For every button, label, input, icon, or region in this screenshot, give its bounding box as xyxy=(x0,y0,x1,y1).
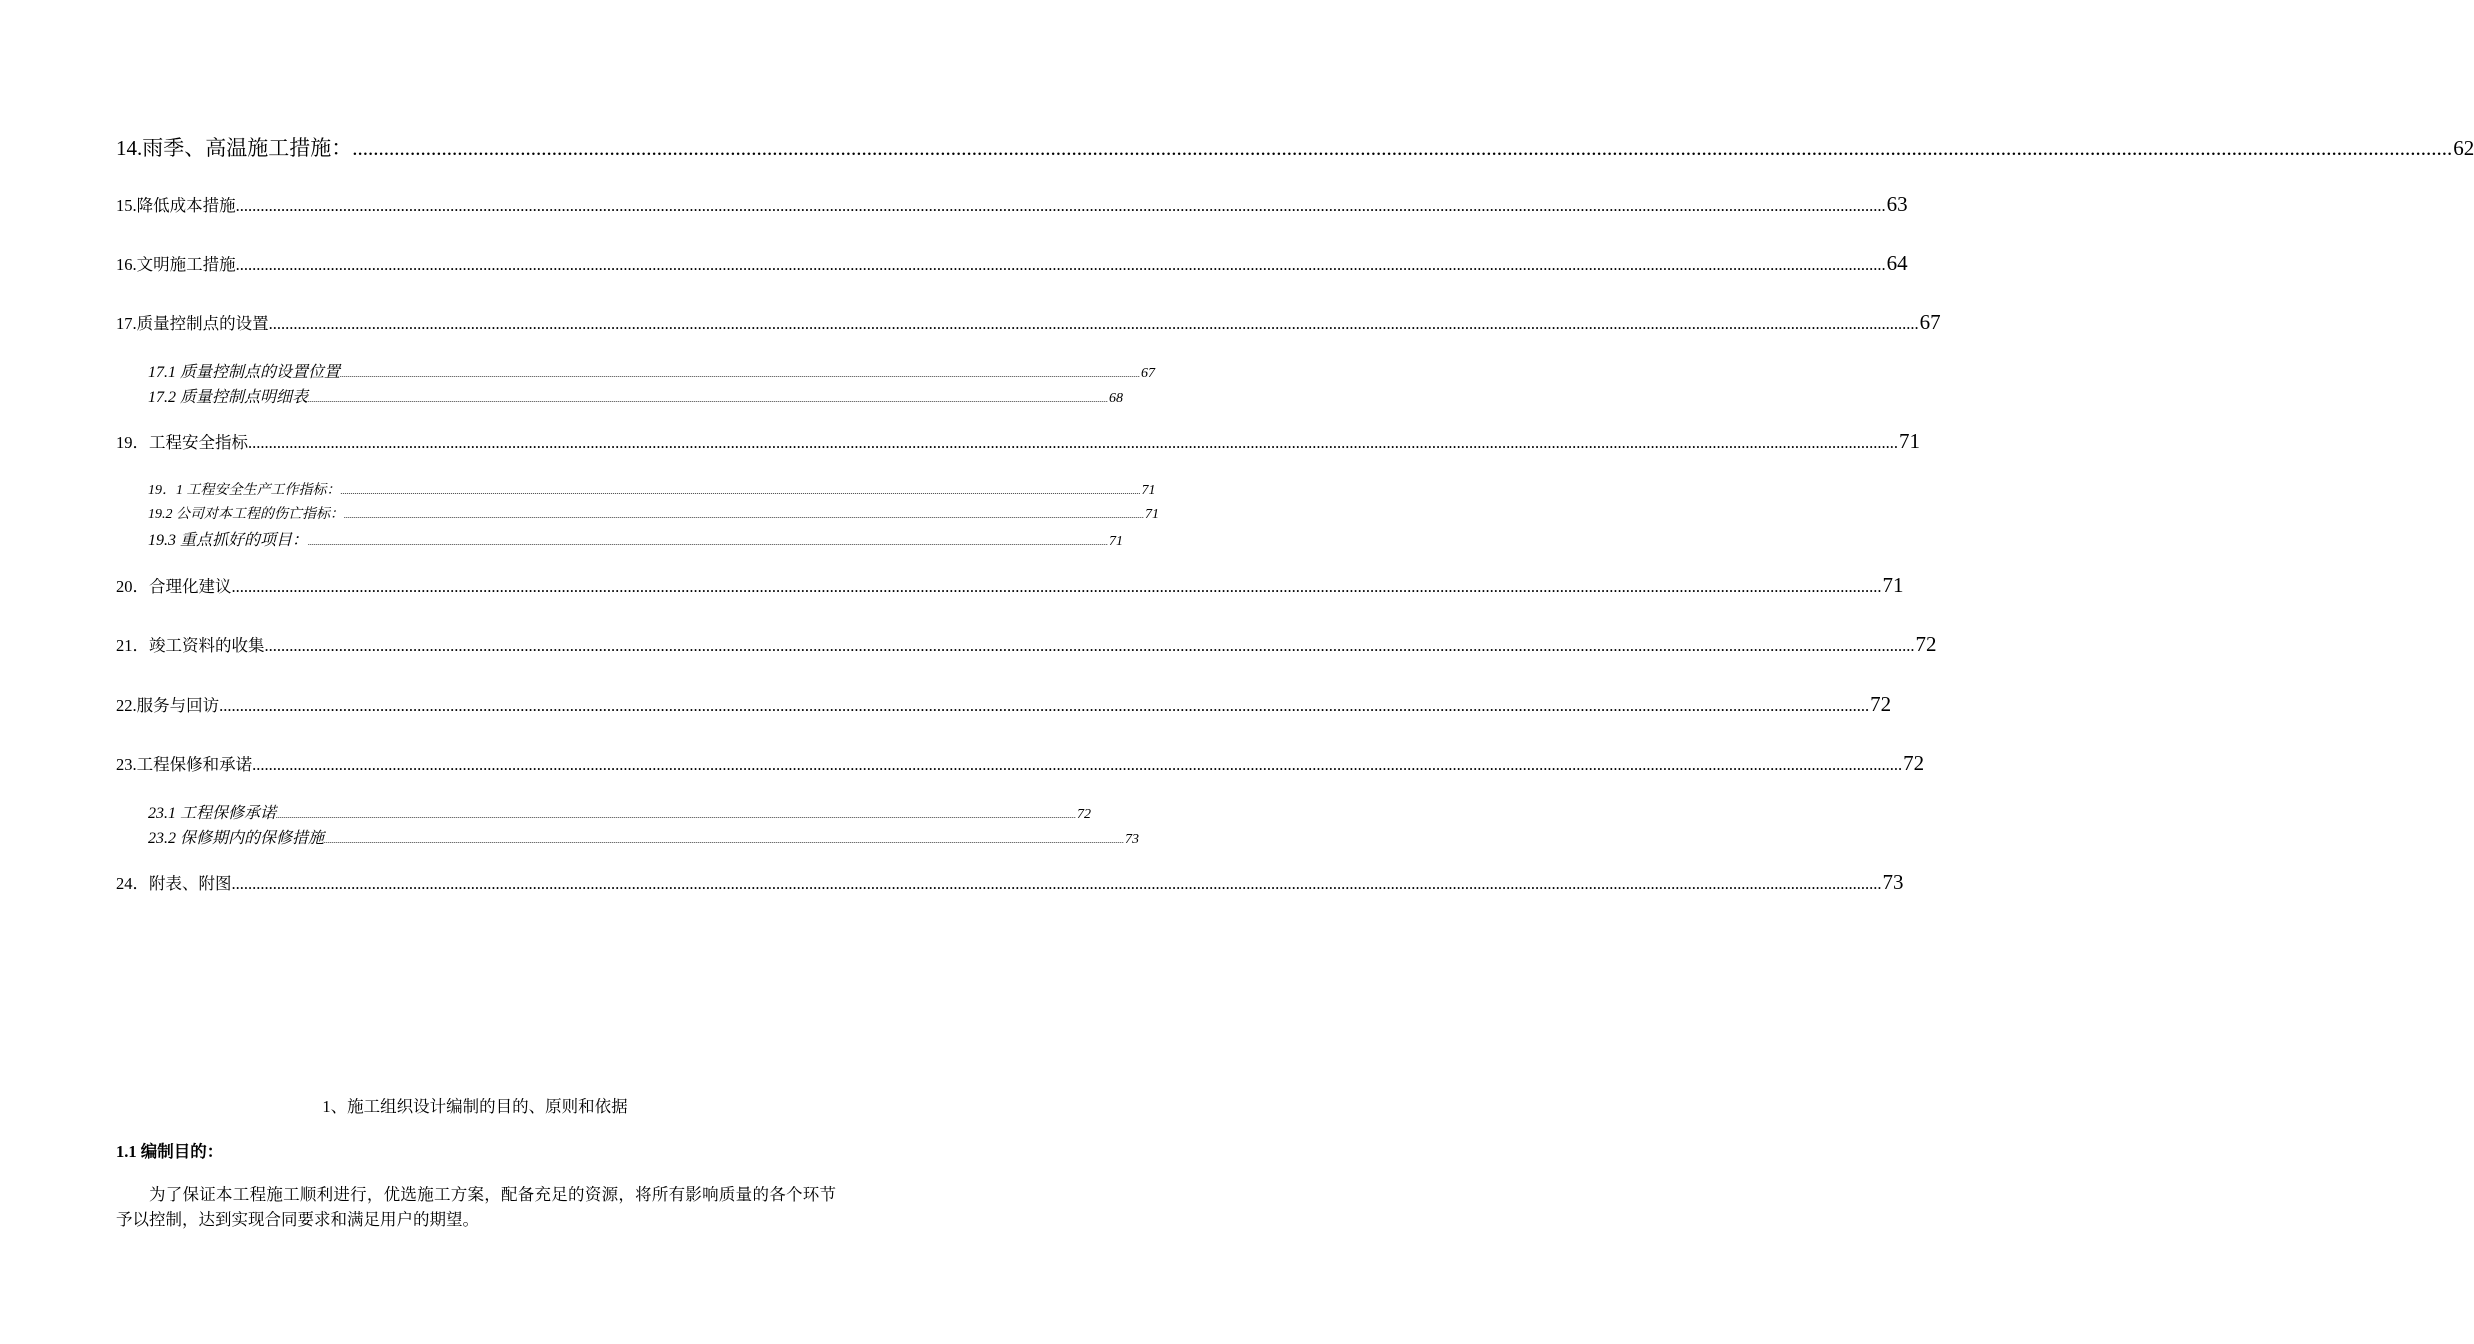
section-title: 1、施工组织设计编制的目的、原则和依据 xyxy=(322,1097,628,1116)
toc-subentry-label: 17.1 质量控制点的设置位置 xyxy=(148,364,341,381)
toc-entry-label: 21．竣工资料的收集 xyxy=(116,636,265,655)
toc-entry-label: 22.服务与回访 xyxy=(116,696,220,715)
toc-subentry-page: 71 xyxy=(1141,483,1156,498)
toc-subentry-label: 19.3 重点抓好的项目： xyxy=(148,532,309,549)
toc-entry-label: 14.雨季、高温施工措施： xyxy=(116,136,353,160)
toc-subentry[interactable] xyxy=(148,527,1124,550)
toc-leader: ................................................................................................................................................................................................................................................................................................................................................................................................................ xyxy=(268,314,1919,333)
toc-subentry[interactable] xyxy=(148,800,1092,823)
toc-subentry-page: 72 xyxy=(1077,807,1092,822)
toc-subentry-label: 23.2 保修期内的保修措施 xyxy=(148,830,325,847)
toc-subentry-page: 71 xyxy=(1145,507,1159,522)
toc-leader: ................................................................................................................................................................................................................................................................................................................................................................................................................ xyxy=(352,136,2453,160)
toc-subentry-page: 68 xyxy=(1109,391,1124,406)
toc-subentry-label: 19.2 公司对本工程的伤亡指标： xyxy=(148,507,344,522)
toc-subentry-page: 71 xyxy=(1109,534,1124,549)
toc-leader: ................................................................................................................................................................................................................................................................................................................................................................................................................ xyxy=(340,370,1141,379)
toc-leader: ................................................................................................................................................................................................................................................................................................................................................................................................................ xyxy=(231,874,1882,893)
toc-entry-page: 71 xyxy=(1899,429,1920,453)
toc-entry-label: 16.文明施工措施 xyxy=(116,255,236,274)
toc-subentry[interactable] xyxy=(148,825,1140,848)
toc-leader: ................................................................................................................................................................................................................................................................................................................................................................................................................ xyxy=(276,811,1077,820)
toc-entry-label: 24．附表、附图 xyxy=(116,874,232,893)
toc-entry[interactable] xyxy=(116,310,1941,335)
toc-entry[interactable] xyxy=(116,573,1904,598)
toc-entry-label: 15.降低成本措施 xyxy=(116,196,236,215)
toc-entry[interactable] xyxy=(116,429,1920,454)
toc-leader: ................................................................................................................................................................................................................................................................................................................................................................................................................ xyxy=(235,255,1886,274)
toc-entry-page: 73 xyxy=(1882,870,1904,894)
toc-entry-page: 72 xyxy=(1915,632,1937,656)
toc-subentry-label: 23.1 工程保修承诺 xyxy=(148,805,277,822)
toc-entry-label: 19．工程安全指标 xyxy=(116,433,248,452)
toc-leader: ................................................................................................................................................................................................................................................................................................................................................................................................................ xyxy=(344,511,1144,520)
toc-leader: ................................................................................................................................................................................................................................................................................................................................................................................................................ xyxy=(219,696,1870,715)
toc-leader: ................................................................................................................................................................................................................................................................................................................................................................................................................ xyxy=(340,487,1141,496)
toc-entry-page: 64 xyxy=(1886,251,1908,275)
toc-entry[interactable] xyxy=(116,870,1904,895)
toc-leader: ................................................................................................................................................................................................................................................................................................................................................................................................................ xyxy=(308,538,1109,547)
toc-subentry[interactable] xyxy=(148,503,1159,523)
toc-entry[interactable] xyxy=(116,132,2474,162)
toc-entry[interactable] xyxy=(116,751,1925,776)
toc-entry-page: 62 xyxy=(2453,136,2474,160)
toc-subentry[interactable] xyxy=(148,384,1124,407)
toc-leader: ................................................................................................................................................................................................................................................................................................................................................................................................................ xyxy=(308,395,1109,404)
toc-subentry-page: 67 xyxy=(1141,366,1156,381)
toc-leader: ................................................................................................................................................................................................................................................................................................................................................................................................................ xyxy=(252,755,1903,774)
sub-heading: 1.1 编制目的： xyxy=(116,1142,224,1161)
body-paragraph: 为了保证本工程施工顺利进行，优选施工方案，配备充足的资源，将所有影响质量的各个环节予以控制，达到实现合同要求和满足用户的期望。 xyxy=(116,1185,836,1229)
toc-entry[interactable] xyxy=(116,692,1892,717)
toc-subentry[interactable] xyxy=(148,479,1156,499)
toc-subentry-label: 19．1 工程安全生产工作指标： xyxy=(148,483,341,498)
toc-entry-page: 67 xyxy=(1919,310,1941,334)
toc-leader: ................................................................................................................................................................................................................................................................................................................................................................................................................ xyxy=(231,577,1882,596)
toc-leader: ................................................................................................................................................................................................................................................................................................................................................................................................................ xyxy=(324,836,1125,845)
toc-entry-page: 72 xyxy=(1870,692,1892,716)
toc-leader: ................................................................................................................................................................................................................................................................................................................................................................................................................ xyxy=(235,196,1886,215)
toc-entry[interactable] xyxy=(116,192,1908,217)
toc-leader: ................................................................................................................................................................................................................................................................................................................................................................................................................ xyxy=(264,636,1915,655)
toc-entry-label: 17.质量控制点的设置 xyxy=(116,314,269,333)
toc-entry-page: 71 xyxy=(1882,573,1904,597)
toc-subentry-label: 17.2 质量控制点明细表 xyxy=(148,389,309,406)
toc-entry-page: 63 xyxy=(1886,192,1908,216)
toc-entry[interactable] xyxy=(116,251,1908,276)
toc-entry-label: 20．合理化建议 xyxy=(116,577,232,596)
toc-leader: ................................................................................................................................................................................................................................................................................................................................................................................................................ xyxy=(248,433,1898,452)
toc-entry-page: 72 xyxy=(1903,751,1925,775)
toc-entry[interactable] xyxy=(116,632,1937,657)
toc-subentry-page: 73 xyxy=(1125,832,1140,847)
toc-entry-label: 23.工程保修和承诺 xyxy=(116,755,253,774)
toc-subentry[interactable] xyxy=(148,359,1156,382)
